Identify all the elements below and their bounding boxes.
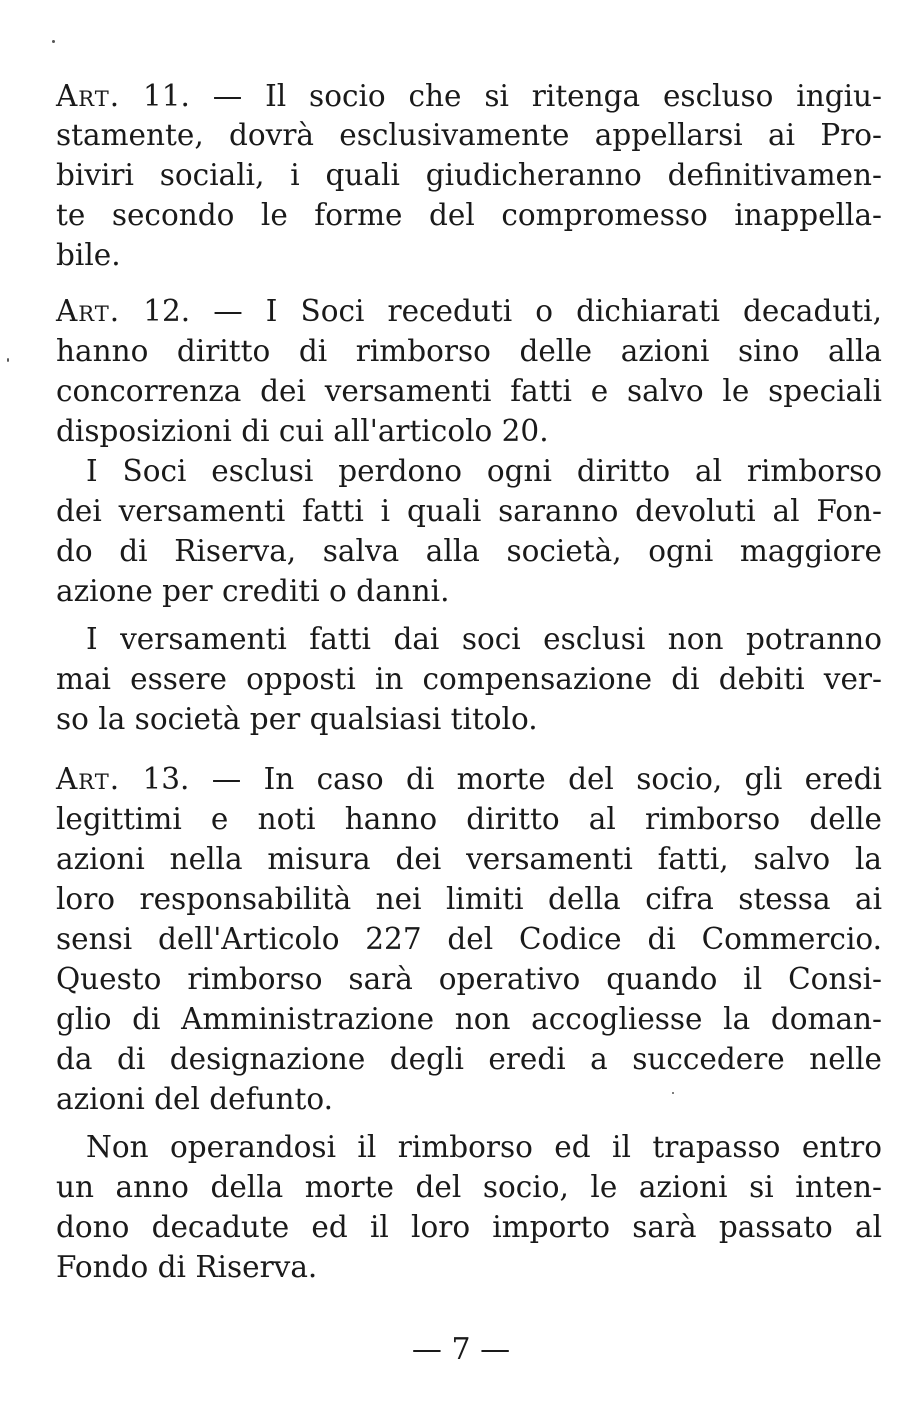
art12-line-11: so la società per qualsiasi titolo. — [56, 702, 538, 736]
art12-line-9: I versamenti fatti dai soci esclusi non potranno — [86, 622, 882, 656]
art13-line-1: Art. 13. — In caso di morte del socio, gli eredi — [56, 762, 882, 796]
art12-line-4: disposizioni di cui all'articolo 20. — [56, 414, 549, 448]
art13-line-7: glio di Amministrazione non accogliesse la doman- — [56, 1002, 882, 1036]
art13-line-5: sensi dell'Articolo 227 del Codice di Commercio. — [56, 922, 882, 956]
art11-line-2: stamente, dovrà esclusivamente appellarsi ai Pro- — [56, 118, 882, 152]
scan-speck — [7, 358, 9, 362]
art12-line-6: dei versamenti fatti i quali saranno devoluti al Fon- — [56, 494, 882, 528]
scan-speck — [672, 1092, 674, 1094]
art12-line-5: I Soci esclusi perdono ogni diritto al rimborso — [86, 454, 882, 488]
art12-line-3: concorrenza dei versamenti fatti e salvo le speciali — [56, 374, 882, 408]
art11-label: Art. — [56, 79, 121, 113]
art12-line-2: hanno diritto di rimborso delle azioni sino alla — [56, 334, 882, 368]
art12-line-7: do di Riserva, salva alla società, ogni maggiore — [56, 534, 882, 568]
art13-line-11: un anno della morte del socio, le azioni si inten- — [56, 1170, 882, 1204]
art13-line-2: legittimi e noti hanno diritto al rimborso delle — [56, 802, 882, 836]
art11-line-4: te secondo le forme del compromesso inappella- — [56, 198, 882, 232]
art13-line-4: loro responsabilità nei limiti della cifra stessa ai — [56, 882, 882, 916]
scan-speck — [52, 40, 55, 43]
art11-line-1: Art. 11. — Il socio che si ritenga escluso ingiu- — [56, 79, 882, 113]
art12-line-10: mai essere opposti in compensazione di debiti ver- — [56, 662, 882, 696]
art13-line-8: da di designazione degli eredi a succedere nelle — [56, 1042, 882, 1076]
art13-line-6: Questo rimborso sarà operativo quando il Consi- — [56, 962, 882, 996]
art13-label: Art. — [56, 762, 121, 796]
art12-line-1: Art. 12. — I Soci receduti o dichiarati decaduti, — [56, 294, 882, 328]
page-number: — 7 — — [411, 1332, 511, 1367]
art13-line-10: Non operandosi il rimborso ed il trapasso entro — [86, 1130, 882, 1164]
art12-label: Art. — [56, 294, 121, 328]
art13-line-3: azioni nella misura dei versamenti fatti, salvo la — [56, 842, 882, 876]
art11-line-3: biviri sociali, i quali giudicheranno definitivamen- — [56, 158, 882, 192]
art13-line-13: Fondo di Riserva. — [56, 1250, 318, 1284]
art13-line-9: azioni del defunto. — [56, 1082, 334, 1116]
art13-line-12: dono decadute ed il loro importo sarà passato al — [56, 1210, 882, 1244]
art12-line-8: azione per crediti o danni. — [56, 574, 450, 608]
art11-line-5: bile. — [56, 238, 121, 272]
